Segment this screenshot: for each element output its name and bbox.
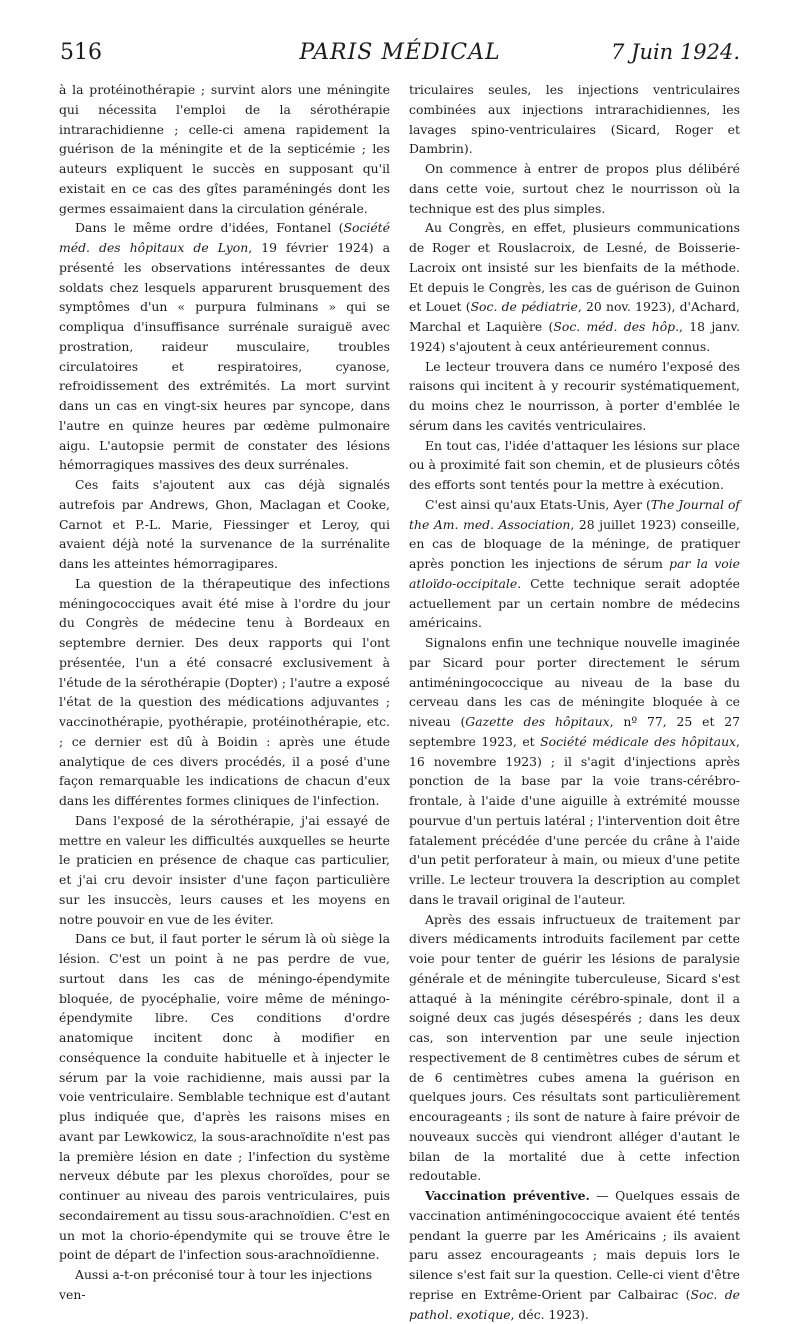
paragraph: Dans le même ordre d'idées, Fontanel (Société méd. des hôpitaux de Lyon, 19 février 1924) a présenté les observations intéressantes de deux soldats chez lesquels apparurent brusquement des symptômes d'un « purpura fulminans » qui se compliqua d'insuffisance surrénale suraiguë avec prostration, raideur musculaire, troubles circulatoires et respiratoires, cyanose, refroidissement des extrémités. La mort survint dans un cas en vingt-six heures par syncope, dans l'autre en quinze heures par œdème pulmonaire aigu. L'autopsie permit de constater des lésions hémorragiques massives des deux surrénales. bbox=[59, 220, 390, 473]
citation: Société méd. des hôpitaux de Lyon bbox=[59, 220, 390, 255]
paragraph: à la protéinothérapie ; survint alors une méningite qui nécessita l'emploi de la sérothérapie intrarachidienne ; celle-ci amena rapidement la guérison de la méningite et de la septicémie ; les auteurs expliquent le succès en supposant qu'il existait en ce cas des gîtes paraméningés dont les germes essaimaient dans la circulation générale. bbox=[59, 82, 390, 216]
citation: Soc. méd. des hôp. bbox=[553, 319, 680, 334]
paragraph: En tout cas, l'idée d'attaquer les lésions sur place ou à proximité fait son chemin, et de plusieurs côtés des efforts sont tentés pour la mettre à exécution. bbox=[409, 437, 740, 492]
paragraph: Signalons enfin une technique nouvelle imaginée par Sicard pour porter directement le sérum antiméningococcique au niveau de la base du cerveau dans les cas de méningite bloquée à ce niveau (Gazette des hôpitaux, nº 77, 25 et 27 septembre 1923, et Société médicale des hôpitaux, 16 novembre 1923) ; il s'agit d'injections après ponction de la base par la voie trans-cérébro-frontale, à l'aide d'une aiguille à extrémité mousse pourvue d'un pertuis latéral ; l'intervention doit être fatalement précédée d'une percée du crâne à l'aide d'un petit perforateur à main, ou mieux d'une petite vrille. Le lecteur trouvera la description au complet dans le travail original de l'auteur. bbox=[409, 635, 741, 907]
paragraph: Ces faits s'ajoutent aux cas déjà signalés autrefois par Andrews, Ghon, Maclagan et Cooke, Carnot et P.-L. Marie, Fiessinger et Leroy, qui avaient déjà noté la survenance de la surrénalite dans les atteintes hémorragipares. bbox=[59, 477, 390, 571]
paragraph: Vaccination préventive. — Quelques essais de vaccination antiméningococcique avaient été tentés pendant la guerre par les Américains ; ils avaient paru assez encourageants ; mais depuis lors le silence s'est fait sur la question. Celle-ci vient d'être reprise en Extrême-Orient par Calbairac (Soc. de pathol. exotique, déc. 1923). bbox=[409, 1188, 740, 1322]
citation: Gazette des hôpitaux bbox=[465, 714, 610, 729]
section-heading: Vaccination préventive. bbox=[425, 1188, 590, 1203]
paragraph: Dans l'exposé de la sérothérapie, j'ai essayé de mettre en valeur les difficultés auxquelles se heurte le praticien en présence de chaque cas particulier, et j'ai cru devoir insister d'une façon particulière sur les insuccès, leurs causes et les moyens en notre pouvoir en vue de les éviter. bbox=[59, 812, 390, 927]
paragraph: Aussi a-t-on préconisé tour à tour les injections ven- bbox=[59, 1267, 373, 1302]
paragraph: Le lecteur trouvera dans ce numéro l'exposé des raisons qui incitent à y recourir systématiquement, du moins chez le nourrisson, à porter d'emblée le sérum dans les cavités ventriculaires. bbox=[409, 358, 740, 433]
paragraph: On commence à entrer de propos plus délibéré dans cette voie, surtout chez le nourrisson où la technique est des plus simples. bbox=[409, 161, 740, 216]
journal-title: PARIS MÉDICAL bbox=[299, 40, 501, 65]
citation: Soc. de pédiatrie bbox=[470, 299, 578, 315]
paragraph: Dans ce but, il faut porter le sérum là où siège la lésion. C'est un point à ne pas perdre de vue, surtout dans les cas de méningo-épendymite bloquée, de pyocéphalie, voire même de méningo-épendymite libre. Ces conditions d'ordre anatomique incitent donc à modifier en conséquence la conduite habituelle et à injecter le sérum par la voie rachidienne, mais aussi par la voie ventriculaire. Semblable technique est d'autant plus indiquée que, d'après les raisons mises en avant par Lewkowicz, la sous-arachnoïdite n'est pas la première lésion en date ; l'infection du système nerveux débute par les plexus choroïdes, pour se continuer au niveau des parois ventriculaires, puis secondairement au tissu sous-arachnoïdien. C'est en un mot la chorio-épendymite qui se trouve être le point de départ de l'infection sous-arachnoïdienne. bbox=[59, 931, 390, 1263]
paragraph: Après des essais infructueux de traitement par divers médicaments introduits facilement par cette voie pour tenter de guérir les lésions de paralysie générale et de méningite tuberculeuse, Sicard s'est attaqué à la méningite cérébro-spinale, dont il a soigné deux cas jugés désespérés ; dans les deux cas, son intervention par une seule injection respectivement de 8 centimètres cubes de sérum et de 6 centimètres cubes amena la guérison en quelques jours. Ces résultats sont particulièrement encourageants ; ils sont de nature à faire prévoir de nouveaux succès qui viendront alléger d'autant le bilan de la mortalité due à cette infection redoutable. bbox=[409, 911, 740, 1184]
issue-date: 7 Juin 1924. bbox=[610, 40, 740, 64]
citation: Soc. de pathol. exotique bbox=[409, 1286, 740, 1322]
citation: The Journal of the Am. med. Association bbox=[409, 496, 740, 532]
left-column bbox=[59, 80, 390, 1305]
paragraph: triculaires seules, les injections ventriculaires combinées aux injections intrarachidiennes, les lavages spino-ventriculaires (Sicard, Roger et Dambrin). bbox=[409, 82, 740, 157]
page-header bbox=[60, 40, 740, 70]
paragraph: Au Congrès, en effet, plusieurs communications de Roger et Rouslacroix, de Lesné, de Boisserie-Lacroix ont insisté sur les bienfaits de la méthode. Et depuis le Congrès, les cas de guérison de Guinon et Louet (Soc. de pédiatrie, 20 nov. 1923), d'Achard, Marchal et Laquière (Soc. méd. des hôp., 18 janv. 1924) s'ajoutent à ceux antérieurement connus. bbox=[409, 220, 741, 354]
paragraph: La question de la thérapeutique des infections méningococciques avait été mise à l'ordre du jour du Congrès de médecine tenu à Bordeaux en septembre dernier. Des deux rapports qui l'ont présentée, l'un a été consacré exclusivement à l'étude de la sérothérapie (Dopter) ; l'autre a exposé l'état de la question des médications adjuvantes ; vaccinothérapie, pyothérapie, protéinothérapie, etc. ; ce dernier est dû à Boidin : après une étude analytique de ces divers procédés, il a posé d'une façon remarquable les indications de chacun d'eux dans les différentes formes cliniques de l'infection. bbox=[59, 575, 390, 808]
paragraph: C'est ainsi qu'aux Etats-Unis, Ayer (The Journal of the Am. med. Association, 28 juillet 1923) conseille, en cas de bloquage de la méninge, de pratiquer après ponction les injections de sérum par la voie atloïdo-occipitale. Cette technique serait adoptée actuellement par un certain nombre de médecins américains. bbox=[409, 496, 740, 631]
citation: Société médicale des hôpitaux bbox=[540, 733, 737, 749]
citation: par la voie atloïdo-occipitale bbox=[409, 556, 740, 591]
page-number: 516 bbox=[60, 40, 102, 65]
right-column bbox=[409, 80, 740, 1324]
